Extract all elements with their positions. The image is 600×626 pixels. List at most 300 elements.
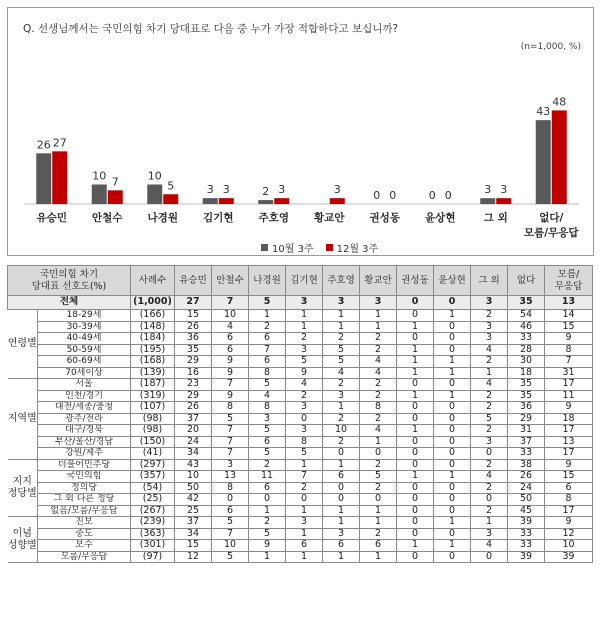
row-cell-0: 50	[175, 482, 212, 494]
row-cell-5: 1	[360, 551, 397, 563]
row-cell-0: 36	[175, 333, 212, 345]
row-cell-1: 0	[212, 494, 249, 506]
row-cell-5: 1	[360, 310, 397, 322]
row-label: 60-69세	[38, 356, 131, 368]
data-label-2-0: 27	[52, 136, 67, 150]
row-cell-5: 2	[360, 528, 397, 540]
data-label-1-4: 2	[262, 185, 270, 199]
row-cell-0: 37	[175, 413, 212, 425]
header-cell-0: 국민의힘 차기 당대표 선호도(%)	[8, 266, 131, 296]
table-row	[8, 425, 593, 437]
data-label-1-7: 0	[428, 189, 436, 202]
row-cell-9: 33	[508, 448, 545, 460]
row-cell-8: 2	[471, 402, 508, 414]
bar-1-8	[480, 198, 495, 204]
row-cell-10: 17	[545, 425, 593, 437]
row-cell-0: 24	[175, 436, 212, 448]
row-label: 강원/제주	[38, 448, 131, 460]
row-cell-3: 1	[286, 310, 323, 322]
row-cell-9: 33	[508, 333, 545, 345]
row-cell-6: 0	[397, 459, 434, 471]
row-cell-8: 0	[471, 448, 508, 460]
row-cell-3: 2	[286, 482, 323, 494]
row-cell-2: 0	[249, 494, 286, 506]
row-cell-4: 1	[323, 517, 360, 529]
row-cell-7: 0	[434, 344, 471, 356]
row-cell-8: 4	[471, 379, 508, 391]
row-cell-9: 45	[508, 505, 545, 517]
bar-2-9	[552, 110, 567, 204]
row-cell-4: 2	[323, 413, 360, 425]
row-cell-6: 1	[397, 367, 434, 379]
header-cell-9: 윤상현	[434, 266, 471, 296]
row-cell-10: 17	[545, 379, 593, 391]
row-cell-3: 4	[286, 379, 323, 391]
row-cell-9: 26	[508, 471, 545, 483]
total-cell-3: 3	[286, 296, 323, 310]
row-cell-10: 15	[545, 321, 593, 333]
row-cell-9: 39	[508, 517, 545, 529]
row-cell-4: 1	[323, 310, 360, 322]
row-label: 진보	[38, 517, 131, 529]
row-cell-4: 0	[323, 482, 360, 494]
row-n: (25)	[131, 494, 175, 506]
row-cell-5: 0	[360, 448, 397, 460]
row-cell-2: 1	[249, 551, 286, 563]
row-cell-10: 9	[545, 517, 593, 529]
row-cell-7: 0	[434, 448, 471, 460]
row-cell-8: 2	[471, 310, 508, 322]
row-cell-3: 3	[286, 425, 323, 437]
row-cell-5: 2	[360, 459, 397, 471]
row-cell-3: 2	[286, 390, 323, 402]
row-cell-8: 4	[471, 344, 508, 356]
header-row	[8, 266, 593, 296]
row-label: 40-49세	[38, 333, 131, 345]
row-cell-9: 35	[508, 379, 545, 391]
row-label: 18-29세	[38, 310, 131, 322]
row-cell-6: 1	[397, 390, 434, 402]
legend-swatch-1	[261, 244, 268, 251]
row-cell-1: 6	[212, 505, 249, 517]
row-cell-7: 0	[434, 379, 471, 391]
row-cell-8: 2	[471, 390, 508, 402]
data-label-1-3: 3	[206, 183, 214, 197]
bar-2-3	[219, 198, 234, 204]
row-cell-5: 2	[360, 390, 397, 402]
row-cell-6: 1	[397, 540, 434, 552]
row-cell-3: 1	[286, 528, 323, 540]
row-label: 국민의힘	[38, 471, 131, 483]
legend-swatch-2	[326, 244, 333, 251]
row-cell-2: 2	[249, 321, 286, 333]
data-label-1-1: 10	[92, 169, 107, 183]
row-cell-6: 0	[397, 402, 434, 414]
row-label: 모름/무응답	[38, 551, 131, 563]
table-row	[8, 379, 593, 391]
data-label-1-9: 43	[536, 105, 551, 119]
row-n: (98)	[131, 413, 175, 425]
row-cell-6: 1	[397, 356, 434, 368]
row-cell-4: 5	[323, 356, 360, 368]
row-n: (54)	[131, 482, 175, 494]
legend-label-2: 12월 3주	[336, 244, 379, 255]
row-cell-4: 3	[323, 528, 360, 540]
row-cell-7: 0	[434, 505, 471, 517]
row-cell-0: 37	[175, 517, 212, 529]
row-cell-8: 4	[471, 471, 508, 483]
row-cell-10: 10	[545, 540, 593, 552]
bar-1-9	[536, 120, 551, 204]
row-cell-6: 0	[397, 517, 434, 529]
row-n: (297)	[131, 459, 175, 471]
row-cell-0: 15	[175, 310, 212, 322]
row-cell-0: 42	[175, 494, 212, 506]
row-cell-1: 4	[212, 321, 249, 333]
total-cell-2: 5	[249, 296, 286, 310]
row-cell-2: 6	[249, 333, 286, 345]
row-cell-9: 24	[508, 482, 545, 494]
row-cell-1: 8	[212, 482, 249, 494]
row-cell-3: 9	[286, 367, 323, 379]
row-cell-8: 5	[471, 413, 508, 425]
row-cell-7: 1	[434, 471, 471, 483]
row-cell-8: 0	[471, 551, 508, 563]
table-row	[8, 390, 593, 402]
row-cell-7: 0	[434, 551, 471, 563]
row-n: (168)	[131, 356, 175, 368]
row-cell-4: 5	[323, 344, 360, 356]
row-cell-8: 1	[471, 517, 508, 529]
row-label: 대구/경북	[38, 425, 131, 437]
row-cell-3: 1	[286, 505, 323, 517]
row-cell-1: 8	[212, 402, 249, 414]
row-cell-6: 1	[397, 344, 434, 356]
row-cell-3: 7	[286, 471, 323, 483]
row-cell-5: 2	[360, 333, 397, 345]
sample-note: (n=1,000, %)	[520, 42, 581, 52]
row-cell-2: 11	[249, 471, 286, 483]
row-cell-7: 0	[434, 528, 471, 540]
row-cell-10: 12	[545, 528, 593, 540]
row-cell-9: 18	[508, 367, 545, 379]
data-label-1-6: 0	[373, 189, 381, 202]
row-cell-2: 8	[249, 402, 286, 414]
row-cell-1: 6	[212, 333, 249, 345]
row-cell-2: 9	[249, 540, 286, 552]
row-cell-9: 31	[508, 425, 545, 437]
row-cell-7: 0	[434, 402, 471, 414]
row-cell-0: 25	[175, 505, 212, 517]
row-cell-7: 1	[434, 356, 471, 368]
data-label-1-8: 3	[484, 183, 492, 197]
category-label-3: 김기현	[203, 212, 234, 224]
row-cell-10: 17	[545, 448, 593, 460]
header-cell-1: 사례수	[131, 266, 175, 296]
row-cell-1: 9	[212, 367, 249, 379]
row-cell-0: 15	[175, 540, 212, 552]
total-cell-0: 27	[175, 296, 212, 310]
row-cell-4: 1	[323, 402, 360, 414]
header-cell-6: 주호영	[323, 266, 360, 296]
row-cell-1: 7	[212, 379, 249, 391]
row-cell-5: 2	[360, 379, 397, 391]
header-cell-10: 그 외	[471, 266, 508, 296]
row-label: 30-39세	[38, 321, 131, 333]
row-cell-7: 0	[434, 436, 471, 448]
row-cell-0: 26	[175, 321, 212, 333]
bar-2-4	[274, 198, 289, 204]
category-label-4: 주호영	[258, 212, 289, 224]
row-label: 70세이상	[38, 367, 131, 379]
row-cell-8: 3	[471, 333, 508, 345]
header-cell-3: 안철수	[212, 266, 249, 296]
row-label: 인천/경기	[38, 390, 131, 402]
row-cell-7: 1	[434, 540, 471, 552]
row-cell-5: 5	[360, 471, 397, 483]
row-cell-7: 0	[434, 413, 471, 425]
total-cell-1: 7	[212, 296, 249, 310]
row-cell-9: 38	[508, 459, 545, 471]
row-cell-0: 26	[175, 402, 212, 414]
row-label: 50-59세	[38, 344, 131, 356]
row-n: (41)	[131, 448, 175, 460]
row-cell-8: 3	[471, 321, 508, 333]
table-row	[8, 356, 593, 368]
row-cell-3: 1	[286, 551, 323, 563]
row-n: (184)	[131, 333, 175, 345]
row-cell-4: 1	[323, 459, 360, 471]
row-cell-10: 8	[545, 494, 593, 506]
total-cell-4: 3	[323, 296, 360, 310]
row-cell-8: 1	[471, 367, 508, 379]
row-cell-7: 1	[434, 367, 471, 379]
table-row	[8, 517, 593, 529]
total-row	[8, 296, 593, 310]
row-cell-1: 7	[212, 528, 249, 540]
row-cell-8: 3	[471, 528, 508, 540]
row-label: 그 외 다른 정당	[38, 494, 131, 506]
row-label: 보수	[38, 540, 131, 552]
row-cell-2: 1	[249, 505, 286, 517]
row-cell-7: 0	[434, 482, 471, 494]
row-cell-3: 3	[286, 402, 323, 414]
category-label-5: 황교안	[314, 212, 345, 224]
group-label-2: 지지 정당별	[8, 459, 38, 517]
row-cell-4: 0	[323, 448, 360, 460]
row-cell-2: 2	[249, 517, 286, 529]
row-cell-6: 0	[397, 448, 434, 460]
row-n: (195)	[131, 344, 175, 356]
row-n: (107)	[131, 402, 175, 414]
row-cell-5: 1	[360, 505, 397, 517]
table-row	[8, 540, 593, 552]
row-cell-3: 5	[286, 356, 323, 368]
row-cell-5: 4	[360, 367, 397, 379]
row-cell-1: 9	[212, 356, 249, 368]
category-label-7: 윤상현	[425, 212, 456, 224]
row-cell-3: 3	[286, 517, 323, 529]
chart-legend	[261, 240, 378, 255]
row-n: (267)	[131, 505, 175, 517]
row-cell-2: 1	[249, 310, 286, 322]
row-cell-9: 37	[508, 436, 545, 448]
row-cell-9: 30	[508, 356, 545, 368]
row-cell-8: 0	[471, 494, 508, 506]
table-row	[8, 528, 593, 540]
row-cell-10: 9	[545, 459, 593, 471]
row-cell-0: 29	[175, 390, 212, 402]
row-n: (239)	[131, 517, 175, 529]
row-cell-8: 2	[471, 425, 508, 437]
row-cell-5: 6	[360, 540, 397, 552]
row-cell-7: 0	[434, 321, 471, 333]
row-cell-2: 6	[249, 436, 286, 448]
total-cell-6: 0	[397, 296, 434, 310]
legend-item-1	[261, 240, 314, 255]
row-n: (319)	[131, 390, 175, 402]
bar-1-1	[92, 185, 107, 205]
row-cell-6: 0	[397, 528, 434, 540]
survey-table	[7, 265, 593, 563]
row-cell-3: 5	[286, 448, 323, 460]
row-cell-2: 7	[249, 344, 286, 356]
group-label-3: 이념 성향별	[8, 517, 38, 563]
row-cell-2: 4	[249, 390, 286, 402]
row-cell-7: 0	[434, 459, 471, 471]
data-label-2-5: 3	[333, 183, 341, 197]
header-cell-11: 없다	[508, 266, 545, 296]
row-n: (139)	[131, 367, 175, 379]
table-row	[8, 367, 593, 379]
row-cell-10: 6	[545, 482, 593, 494]
header-cell-12: 모름/ 무응답	[545, 266, 593, 296]
row-cell-3: 0	[286, 413, 323, 425]
row-cell-6: 1	[397, 471, 434, 483]
row-cell-0: 16	[175, 367, 212, 379]
data-label-2-4: 3	[278, 183, 286, 197]
row-cell-3: 2	[286, 333, 323, 345]
category-label-9: 없다/ 모름/무응답	[523, 212, 579, 239]
row-cell-0: 12	[175, 551, 212, 563]
row-label: 더불어민주당	[38, 459, 131, 471]
row-cell-0: 10	[175, 471, 212, 483]
question-text: Q. 선생님께서는 국민의힘 차기 당대표로 다음 중 누가 가장 적합하다고 보십니까?	[23, 23, 399, 35]
row-cell-9: 33	[508, 528, 545, 540]
row-cell-10: 17	[545, 505, 593, 517]
row-cell-2: 3	[249, 413, 286, 425]
row-cell-8: 3	[471, 436, 508, 448]
table-row	[8, 333, 593, 345]
row-cell-4: 1	[323, 551, 360, 563]
row-cell-4: 6	[323, 540, 360, 552]
row-label: 중도	[38, 528, 131, 540]
row-cell-9: 39	[508, 551, 545, 563]
data-label-2-6: 0	[389, 189, 397, 202]
row-cell-6: 0	[397, 413, 434, 425]
table-row	[8, 471, 593, 483]
total-label: 전체	[8, 296, 131, 310]
row-cell-6: 0	[397, 551, 434, 563]
data-label-2-2: 5	[167, 179, 175, 193]
row-cell-8: 2	[471, 356, 508, 368]
row-cell-4: 10	[323, 425, 360, 437]
row-cell-3: 0	[286, 494, 323, 506]
row-label: 광주/전라	[38, 413, 131, 425]
row-cell-4: 0	[323, 494, 360, 506]
row-cell-5: 2	[360, 413, 397, 425]
bar-1-0	[36, 153, 51, 204]
row-cell-10: 39	[545, 551, 593, 563]
total-cell-8: 3	[471, 296, 508, 310]
row-cell-1: 5	[212, 517, 249, 529]
row-cell-2: 5	[249, 448, 286, 460]
row-cell-8: 2	[471, 505, 508, 517]
row-cell-9: 54	[508, 310, 545, 322]
row-label: 정의당	[38, 482, 131, 494]
total-cell-10: 13	[545, 296, 593, 310]
row-cell-3: 1	[286, 321, 323, 333]
row-cell-6: 0	[397, 310, 434, 322]
row-cell-0: 34	[175, 528, 212, 540]
category-label-8: 그 외	[483, 212, 508, 224]
header-cell-8: 권성동	[397, 266, 434, 296]
table-row	[8, 482, 593, 494]
row-cell-2: 5	[249, 379, 286, 391]
row-cell-0: 43	[175, 459, 212, 471]
row-cell-1: 7	[212, 436, 249, 448]
row-cell-6: 0	[397, 333, 434, 345]
row-cell-5: 4	[360, 425, 397, 437]
row-cell-10: 7	[545, 356, 593, 368]
row-label: 서울	[38, 379, 131, 391]
row-cell-1: 5	[212, 413, 249, 425]
row-label: 대전/세종/충청	[38, 402, 131, 414]
row-cell-5: 1	[360, 517, 397, 529]
bar-2-0	[52, 151, 67, 204]
row-cell-1: 10	[212, 310, 249, 322]
row-cell-1: 13	[212, 471, 249, 483]
bar-chart	[8, 8, 593, 255]
header-cell-2: 유승민	[175, 266, 212, 296]
row-cell-4: 1	[323, 505, 360, 517]
category-label-0: 유승민	[36, 212, 67, 224]
row-cell-4: 3	[323, 390, 360, 402]
row-cell-0: 35	[175, 344, 212, 356]
row-cell-1: 9	[212, 390, 249, 402]
row-cell-4: 1	[323, 321, 360, 333]
row-cell-6: 0	[397, 482, 434, 494]
data-label-2-1: 7	[111, 175, 119, 189]
row-cell-1: 6	[212, 344, 249, 356]
bar-2-1	[108, 190, 123, 204]
row-cell-0: 20	[175, 425, 212, 437]
row-cell-2: 5	[249, 425, 286, 437]
row-cell-1: 5	[212, 551, 249, 563]
row-cell-6: 0	[397, 379, 434, 391]
row-cell-9: 33	[508, 540, 545, 552]
header-cell-4: 나경원	[249, 266, 286, 296]
bar-2-8	[496, 198, 511, 204]
data-label-2-7: 0	[444, 189, 452, 202]
row-cell-3: 1	[286, 459, 323, 471]
table-row	[8, 459, 593, 471]
row-label: 부산/울산/경남	[38, 436, 131, 448]
row-cell-10: 15	[545, 471, 593, 483]
bar-2-2	[163, 194, 178, 204]
row-cell-1: 3	[212, 459, 249, 471]
row-cell-8: 4	[471, 540, 508, 552]
